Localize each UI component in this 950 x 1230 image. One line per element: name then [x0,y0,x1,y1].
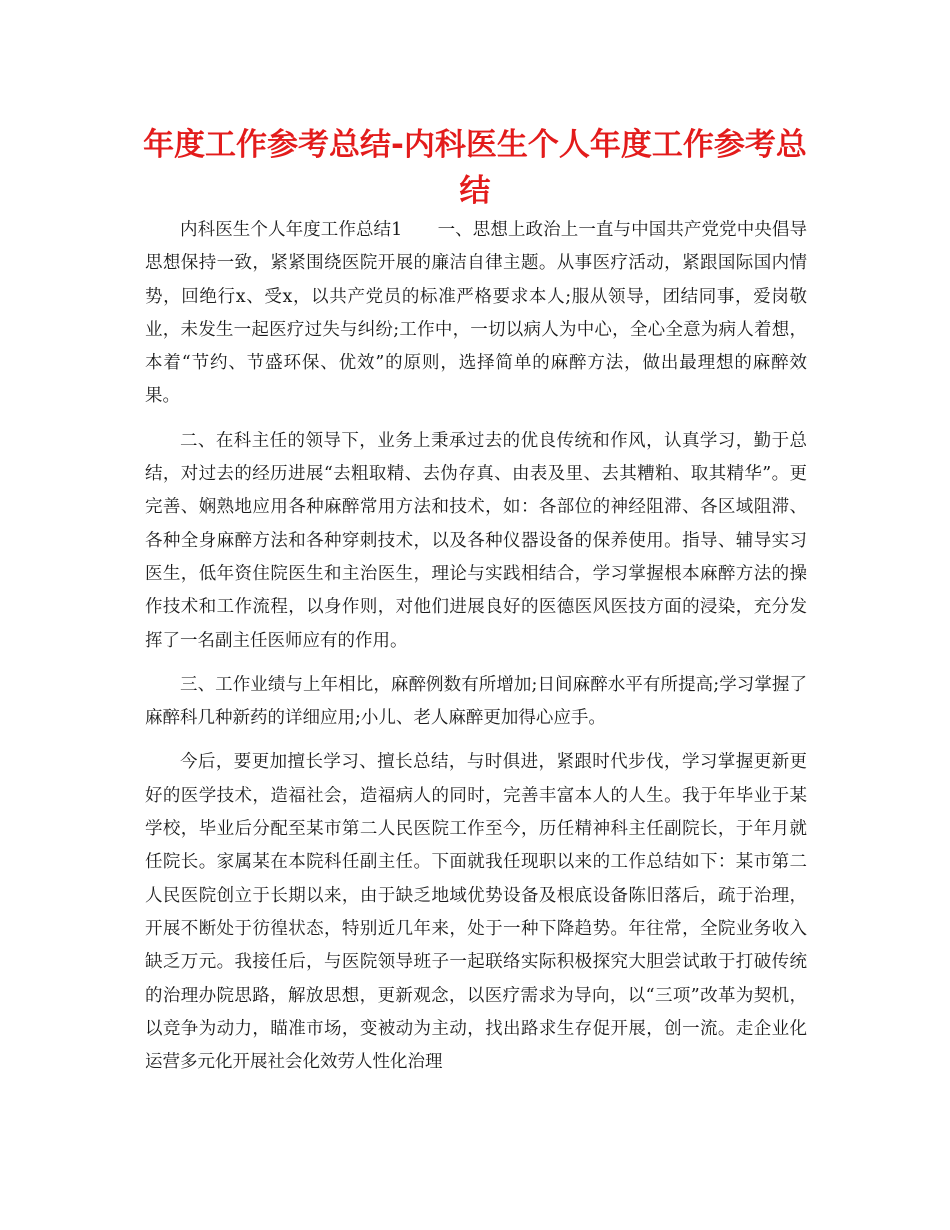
document-title: 年度工作参考总结-内科医生个人年度工作参考总结 [143,127,807,209]
paragraph-2: 二、在科主任的领导下，业务上秉承过去的优良传统和作风，认真学习，勤于总结，对过去的经历进展“去粗取精、去伪存真、由表及里、去其糟粕、取其精华”。更完善、娴熟地应用各种麻醉常用方法和技术，如：各部位的神经阻滞、各区域阻滞、各种全身麻醉方法和各种穿刺技术，以及各种仪器设备的保养使用。指导、辅导实习医生，低年资住院医生和主治医生，理论与实践相结合，学习掌握根本麻醉方法的操作技术和工作流程，以身作则，对他们进展良好的医德医风医技方面的浸染，充分发挥了一名副主任医师应有的作用。 [145,430,807,651]
paragraph-1: 内科医生个人年度工作总结1 一、思想上政治上一直与中国共产党党中央倡导思想保持一致，紧紧围绕医院开展的廉洁自律主题。从事医疗活动，紧跟国际国内情势，回绝行x、受x，以共产党员的标准严格要求本人;服从领导，团结同事，爱岗敬业，未发生一起医疗过失与纠纷;工作中，一切以病人为中心，全心全意为病人着想，本着“节约、节盛环保、优效”的原则，选择简单的麻醉方法，做出最理想的麻醉效果。 [145,220,807,407]
paragraph-3: 三、工作业绩与上年相比，麻醉例数有所增加;日间麻醉水平有所提高;学习掌握了麻醉科几种新药的详细应用;小儿、老人麻醉更加得心应手。 [145,674,807,729]
paragraph-4: 今后，要更加擅长学习、擅长总结，与时俱进，紧跟时代步伐，学习掌握更新更好的医学技术，造福社会，造福病人的同时，完善丰富本人的人生。我于年毕业于某学校，毕业后分配至某市第二人民医院工作至今，历任精神科主任副院长，于年月就任院长。家属某在本院科任副主任。下面就我任现职以来的工作总结如下：某市第二人民医院创立于长期以来，由于缺乏地域优势设备及根底设备陈旧落后，疏于治理，开展不断处于彷徨状态，特别近几年来，处于一种下降趋势。年往常，全院业务收入缺乏万元。我接任后，与医院领导班子一起联络实际积极探究大胆尝试敢于打破传统的治理办院思路，解放思想，更新观念，以医疗需求为导向，以“三项”改革为契机，以竞争为动力，瞄准市场，变被动为主动，找出路求生存促开展，创一流。走企业化运营多元化开展社会化效劳人性化治理 [145,752,807,1073]
document-body [145,214,807,1090]
